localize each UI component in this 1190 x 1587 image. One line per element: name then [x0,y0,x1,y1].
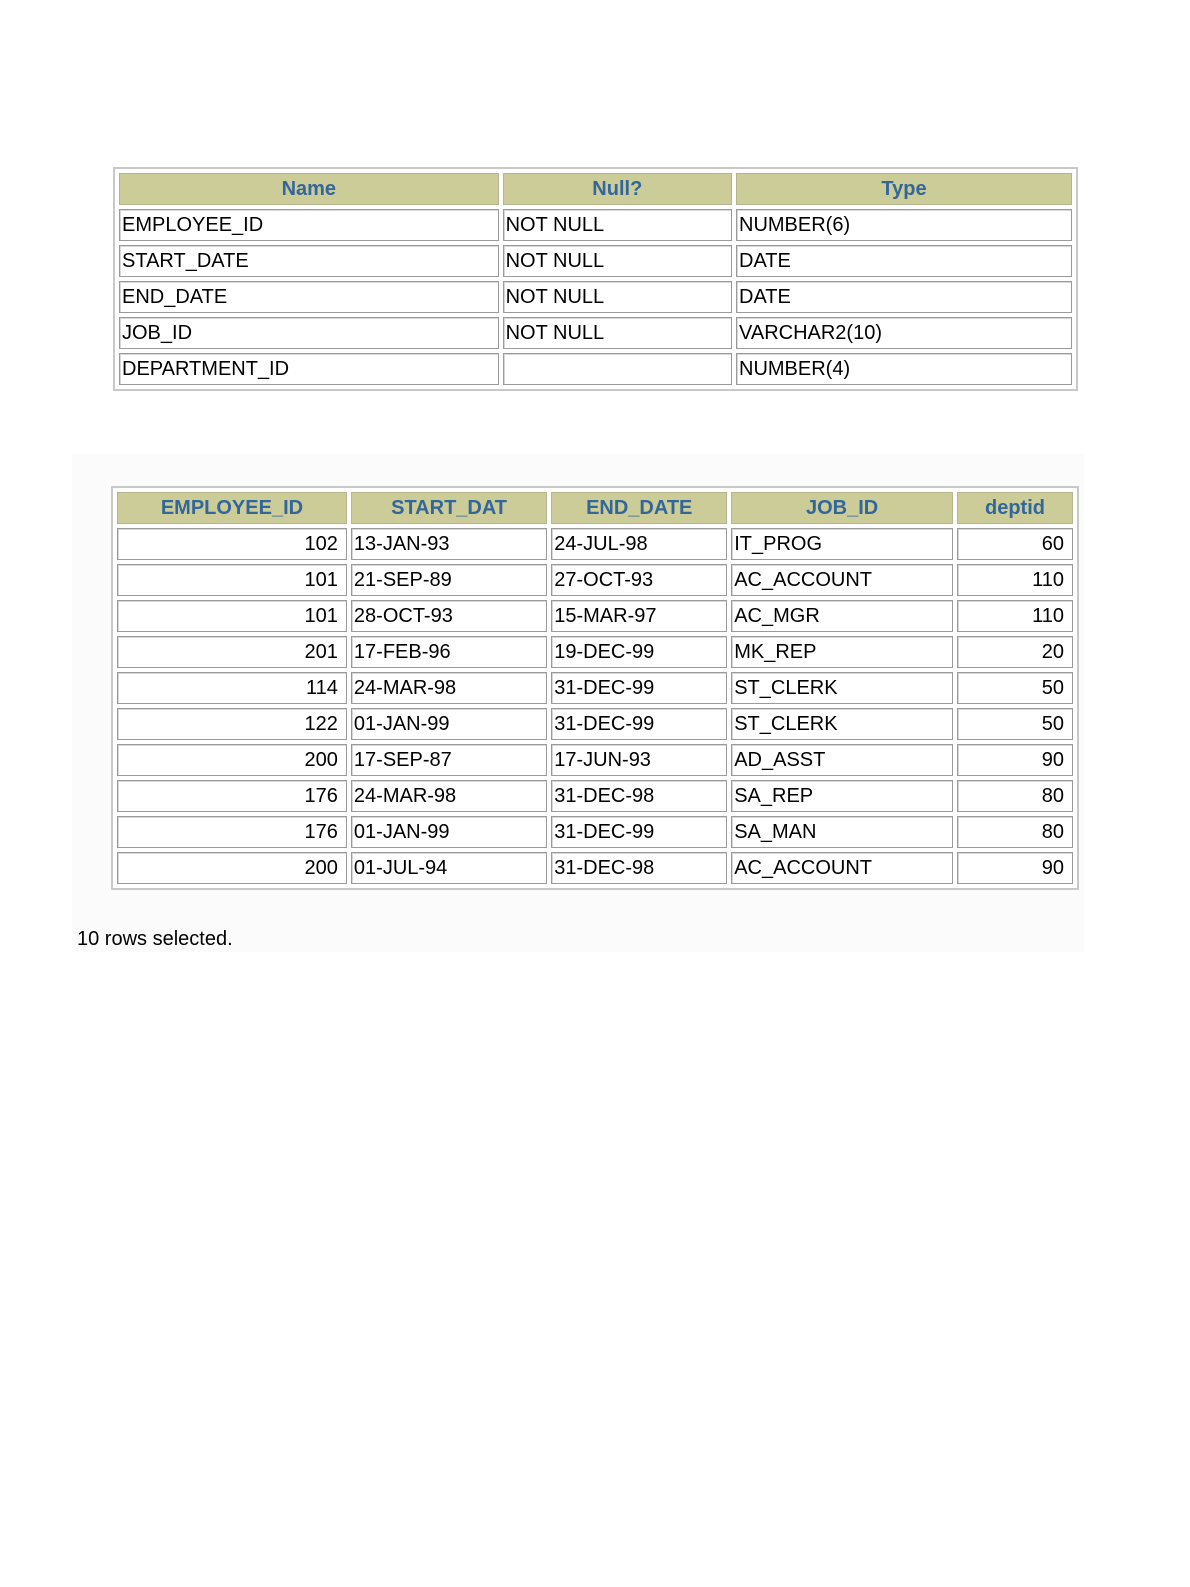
deptid-cell: 20 [957,636,1073,668]
job-id-cell: ST_CLERK [731,708,953,740]
start-date-cell: 01-JAN-99 [351,708,547,740]
employee-id-cell: 101 [117,600,347,632]
job-id-cell: AC_MGR [731,600,953,632]
end-date-cell: 15-MAR-97 [551,600,727,632]
start-date-cell: 17-FEB-96 [351,636,547,668]
table-row [117,780,1073,812]
column-name-cell: JOB_ID [119,317,499,349]
end-date-cell: 31-DEC-99 [551,708,727,740]
table-row [119,353,1072,385]
table-row [117,564,1073,596]
end-date-cell: 19-DEC-99 [551,636,727,668]
deptid-cell: 110 [957,600,1073,632]
employee-id-cell: 200 [117,852,347,884]
start-date-cell: 01-JUL-94 [351,852,547,884]
table-row [119,317,1072,349]
result-header-row [117,492,1073,524]
job-id-cell: ST_CLERK [731,672,953,704]
describe-header-row [119,173,1072,205]
job-id-cell: AC_ACCOUNT [731,564,953,596]
end-date-cell: 31-DEC-98 [551,780,727,812]
start-date-cell: 01-JAN-99 [351,816,547,848]
table-row [117,528,1073,560]
end-date-cell: 31-DEC-98 [551,852,727,884]
column-header-end-date: END_DATE [551,492,727,524]
employee-id-cell: 114 [117,672,347,704]
start-date-cell: 13-JAN-93 [351,528,547,560]
job-id-cell: SA_REP [731,780,953,812]
end-date-cell: 27-OCT-93 [551,564,727,596]
deptid-cell: 50 [957,672,1073,704]
column-name-cell: EMPLOYEE_ID [119,209,499,241]
table-row [117,744,1073,776]
employee-id-cell: 102 [117,528,347,560]
table-row [117,600,1073,632]
deptid-cell: 110 [957,564,1073,596]
deptid-cell: 90 [957,744,1073,776]
employee-id-cell: 176 [117,780,347,812]
column-header-start-date: START_DAT [351,492,547,524]
data-type-cell: DATE [736,281,1072,313]
employee-id-cell: 200 [117,744,347,776]
deptid-cell: 80 [957,780,1073,812]
deptid-cell: 50 [957,708,1073,740]
describe-table [113,167,1078,391]
start-date-cell: 24-MAR-98 [351,672,547,704]
table-row [119,281,1072,313]
start-date-cell: 24-MAR-98 [351,780,547,812]
job-id-cell: AC_ACCOUNT [731,852,953,884]
job-id-cell: MK_REP [731,636,953,668]
start-date-cell: 21-SEP-89 [351,564,547,596]
data-type-cell: VARCHAR2(10) [736,317,1072,349]
end-date-cell: 31-DEC-99 [551,816,727,848]
table-row [117,816,1073,848]
null-constraint-cell: NOT NULL [503,209,732,241]
job-id-cell: AD_ASST [731,744,953,776]
null-constraint-cell: NOT NULL [503,317,732,349]
column-header-deptid: deptid [957,492,1073,524]
column-header-employee-id: EMPLOYEE_ID [117,492,347,524]
table-row [117,852,1073,884]
table-row [119,245,1072,277]
job-id-cell: SA_MAN [731,816,953,848]
employee-id-cell: 101 [117,564,347,596]
column-name-cell: DEPARTMENT_ID [119,353,499,385]
start-date-cell: 17-SEP-87 [351,744,547,776]
table-row [117,708,1073,740]
data-type-cell: DATE [736,245,1072,277]
job-id-cell: IT_PROG [731,528,953,560]
query-result-table [111,486,1079,890]
data-type-cell: NUMBER(6) [736,209,1072,241]
column-name-cell: START_DATE [119,245,499,277]
employee-id-cell: 201 [117,636,347,668]
deptid-cell: 60 [957,528,1073,560]
start-date-cell: 28-OCT-93 [351,600,547,632]
column-name-cell: END_DATE [119,281,499,313]
null-constraint-cell: NOT NULL [503,245,732,277]
employee-id-cell: 122 [117,708,347,740]
end-date-cell: 17-JUN-93 [551,744,727,776]
rows-selected-message: 10 rows selected. [77,928,233,950]
null-constraint-cell: NOT NULL [503,281,732,313]
table-row [119,209,1072,241]
column-header-job-id: JOB_ID [731,492,953,524]
employee-id-cell: 176 [117,816,347,848]
column-header-name: Name [119,173,499,205]
table-row [117,672,1073,704]
deptid-cell: 80 [957,816,1073,848]
end-date-cell: 31-DEC-99 [551,672,727,704]
deptid-cell: 90 [957,852,1073,884]
column-header-null: Null? [503,173,732,205]
column-header-type: Type [736,173,1072,205]
table-row [117,636,1073,668]
end-date-cell: 24-JUL-98 [551,528,727,560]
null-constraint-cell [503,353,732,385]
data-type-cell: NUMBER(4) [736,353,1072,385]
